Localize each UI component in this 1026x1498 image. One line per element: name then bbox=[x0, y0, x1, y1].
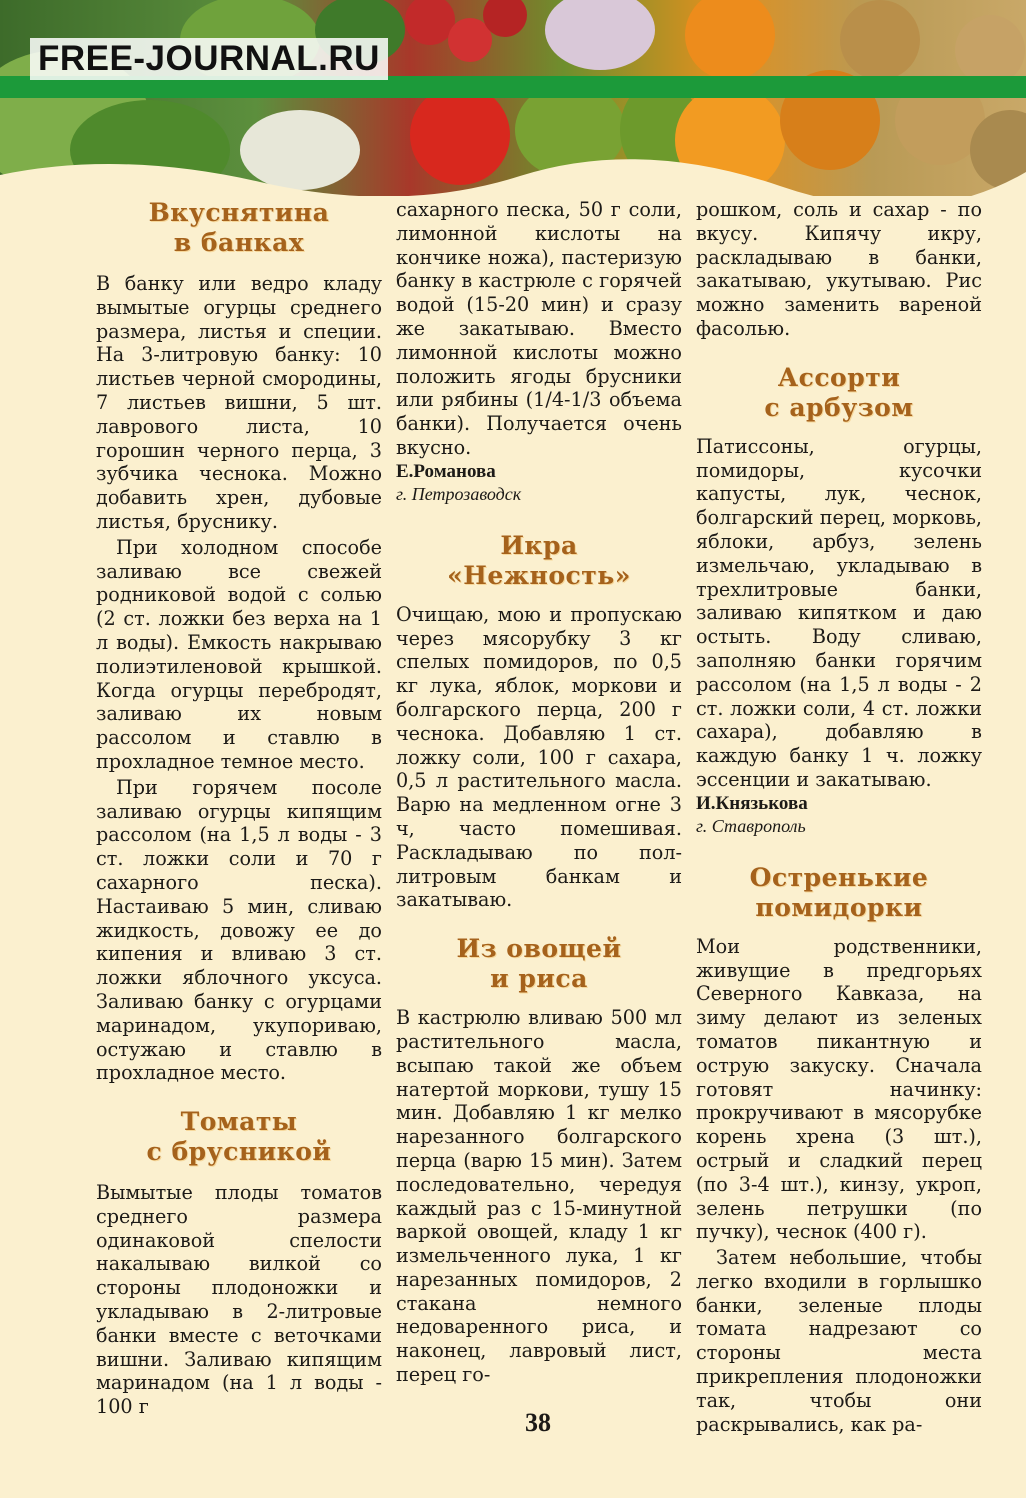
recipe-author: Е.Романова bbox=[396, 460, 496, 482]
vegetables-banner bbox=[0, 0, 1026, 196]
column-1 bbox=[96, 198, 382, 1419]
recipe-text: Затем небольшие, чтобы легко входили в горлышко банки, зеленые плоды томата надрезают со стороны места прикрепления плодоножки так, чтобы они раскрывались, как ра- bbox=[696, 1246, 982, 1436]
page-number: 38 bbox=[525, 1408, 551, 1437]
recipe-text: В кастрюлю вливаю 500 мл растительного масла, всыпаю такой же объем натертой моркови, тушу 15 мин. Добавляю 1 кг мелко нарезанного болгарского перца (варю 15 мин). Затем последовательно, чередуя каждый раз с 15-минутной варкой овощей, кладу 1 кг измельченного лука, 1 кг нарезанных помидоров, 2 стакана немного недоваренного риса, и наконец, лавровый лист, перец го- bbox=[396, 1006, 682, 1387]
recipe-text: рошком, соль и сахар - по вкусу. Кипячу икру, раскладываю в банки, закатываю, укутываю. Рис можно заменить вареной фасолью. bbox=[696, 198, 982, 340]
recipe-author: И.Князькова bbox=[696, 792, 808, 814]
recipe-city: г. Ставрополь bbox=[696, 815, 806, 836]
column-2 bbox=[396, 198, 682, 1387]
recipe-text: сахарного песка, 50 г соли, лимонной кислоты на кончике ножа), пастеризую банку в кастрюле с горячей водой (15-20 мин) и сразу же закатываю. Вместо лимонной кислоты можно положить ягоды брусники или рябины (1/4-1/3 объема банки). Получается очень вкусно. bbox=[396, 198, 682, 459]
recipe-text: При холодном способе заливаю все свежей родниковой водой с солью (2 ст. ложки без верха на 1 л воды). Емкость накрываю полиэтиленовой крышкой. Когда огурцы перебродят, заливаю их новым рассолом и ставлю в прохладное темное место. bbox=[96, 535, 382, 773]
recipe-title: Остренькие помидорки bbox=[749, 862, 929, 922]
column-3 bbox=[696, 198, 982, 1436]
recipe-text: Очищаю, мою и пропускаю через мясорубку 3 кг спелых помидоров, по 0,5 кг лука, яблок, моркови и болгарского перца, 200 г чеснока. Добавляю 1 ст. ложку соли, 100 г сахара, 0,5 л растительного масла. Варю на медленном огне 3 ч, часто помешивая. Раскладываю по пол-литровым банкам и закатываю. bbox=[396, 602, 682, 912]
site-label: FREE-JOURNAL.RU bbox=[30, 38, 388, 80]
recipe-city: г. Петрозаводск bbox=[396, 483, 522, 504]
recipe-title: Из овощей и риса bbox=[456, 934, 622, 994]
vegetables-illustration bbox=[0, 0, 1026, 196]
recipe-text: Патиссоны, огурцы, помидоры, кусочки капусты, лук, чеснок, болгарский перец, морковь, яблоки, арбуз, зелень измельчаю, укладываю в трехлитровые банки, заливаю кипятком и даю остыть. Воду сливаю, заполняю банки горячим рассолом (на 1,5 л воды - 2 ст. ложки соли, 4 ст. ложки сахара), добавляю в каждую банку 1 ч. ложку эссенции и закатываю. bbox=[696, 434, 982, 791]
recipe-text: В банку или ведро кладу вымытые огурцы среднего размера, листья и специи. На 3-литровую банку: 10 листьев черной смородины, 7 листьев вишни, 5 шт. лаврового листа, 10 горошин черного перца, 3 зубчика чеснока. Можно добавить хрен, дубовые листья, бруснику. bbox=[96, 272, 382, 533]
recipe-text: Мои родственники, живущие в предгорьях Северного Кавказа, на зиму делают из зеленых томатов пикантную и острую закуску. Сначала готовят начинку: прокручивают в мясорубке корень хрена (3 шт.), острый и сладкий перец (по 3-4 шт.), кинзу, укроп, зелень петрушки (по пучку), чеснок (400 г). bbox=[696, 934, 982, 1244]
recipe-title: Икра «Нежность» bbox=[447, 530, 631, 590]
recipe-text: При горячем посоле заливаю огурцы кипящим рассолом (на 1,5 л воды - 3 ст. ложки соли и 70 г сахарного песка). Настаиваю 5 мин, сливаю жидкость, довожу ее до кипения и вливаю 3 ст. ложки яблочного уксуса. Заливаю банку с огурцами маринадом, укупориваю, остужаю и ставлю в прохладное место. bbox=[96, 775, 382, 1085]
recipe-title: Томаты с брусникой bbox=[146, 1107, 332, 1167]
recipe-title: Вкуснятина в банках bbox=[148, 198, 330, 257]
recipe-text: Вымытые плоды томатов среднего размера одинаковой спелости накалываю вилкой со стороны плодоножки и укладываю в 2-литровые банки вместе с веточками вишни. Заливаю кипящим маринадом (на 1 л воды - 100 г bbox=[96, 1181, 382, 1419]
recipe-title: Ассорти с арбузом bbox=[764, 362, 914, 422]
